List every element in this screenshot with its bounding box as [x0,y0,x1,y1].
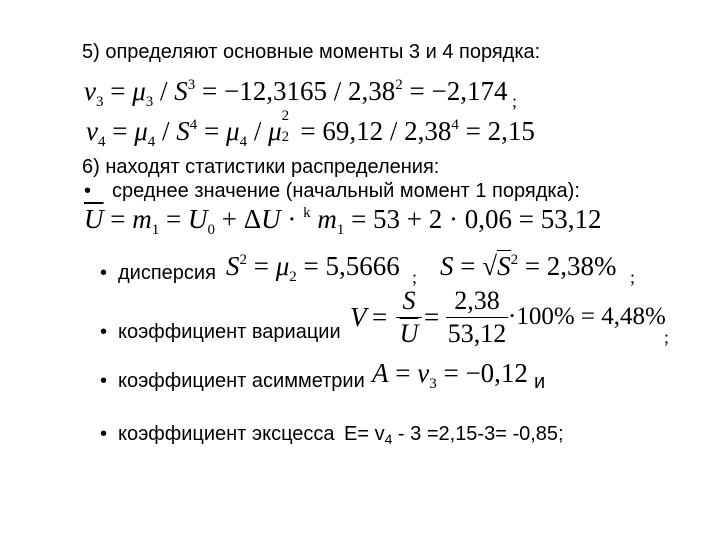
bullet: • [100,321,108,343]
asymmetry-label: коэффициент асимметрии [118,370,365,392]
conjunction-and: и [534,371,546,393]
semicolon: ; [664,327,670,347]
semicolon: ; [412,267,418,287]
step6-heading: 6) находят статистики распределения: [82,156,440,178]
formula-mean: $\overline{U} = m_1 = U_0 + \Delta U \cdot ^k$ $m_1 = 53 + 2 \cdot 0,06 = 53,12$ [84,204,602,238]
bullet: • [100,262,108,284]
fraction-238-over-5312: 2,38 53,12 [447,286,507,348]
formula-std: $S = √S^2 = 2,38\%$ [440,251,617,281]
step5-heading: 5) определяют основные моменты 3 и 4 порядка: [82,41,541,63]
formula-nu3: $\nu_3 = \mu_3 / S^3 = -12,3165 / 2,38^2 = -2,174$ [84,76,508,110]
formula-nu4: $\nu_4 = \mu_4 / S^4 = \mu_4 / \mu$ 2 2 = $69,12 / 2,38^4 = 2,15$ [86,108,535,150]
excess-label: коэффициент эксцесса [118,423,335,445]
fraction-s-over-u: $\frac{S}{U}$ [396,288,422,348]
equals: = [424,302,440,332]
formula-excess: $E= v_4 - 3 =2,15-3= -0,85$; [344,423,564,447]
variation-result: ·100% = 4,48% [508,303,666,330]
formula-asymmetry: $A = \nu_3 = -0,12$ [372,358,528,392]
variation-V: V [350,302,367,332]
bullet: • [100,370,108,392]
formula-dispersion: $S^2 = \mu_2 = 5,5666$ [226,251,400,285]
semicolon: ; [512,91,518,111]
variation-label: коэффициент вариации [118,321,341,343]
bullet: • [84,180,92,202]
dispersion-label: дисперсия [118,262,216,284]
semicolon: ; [630,267,636,287]
bullet: • [100,423,108,445]
equals: = [372,302,388,332]
mean-label: среднее значение (начальный момент 1 порядка): [112,180,580,202]
